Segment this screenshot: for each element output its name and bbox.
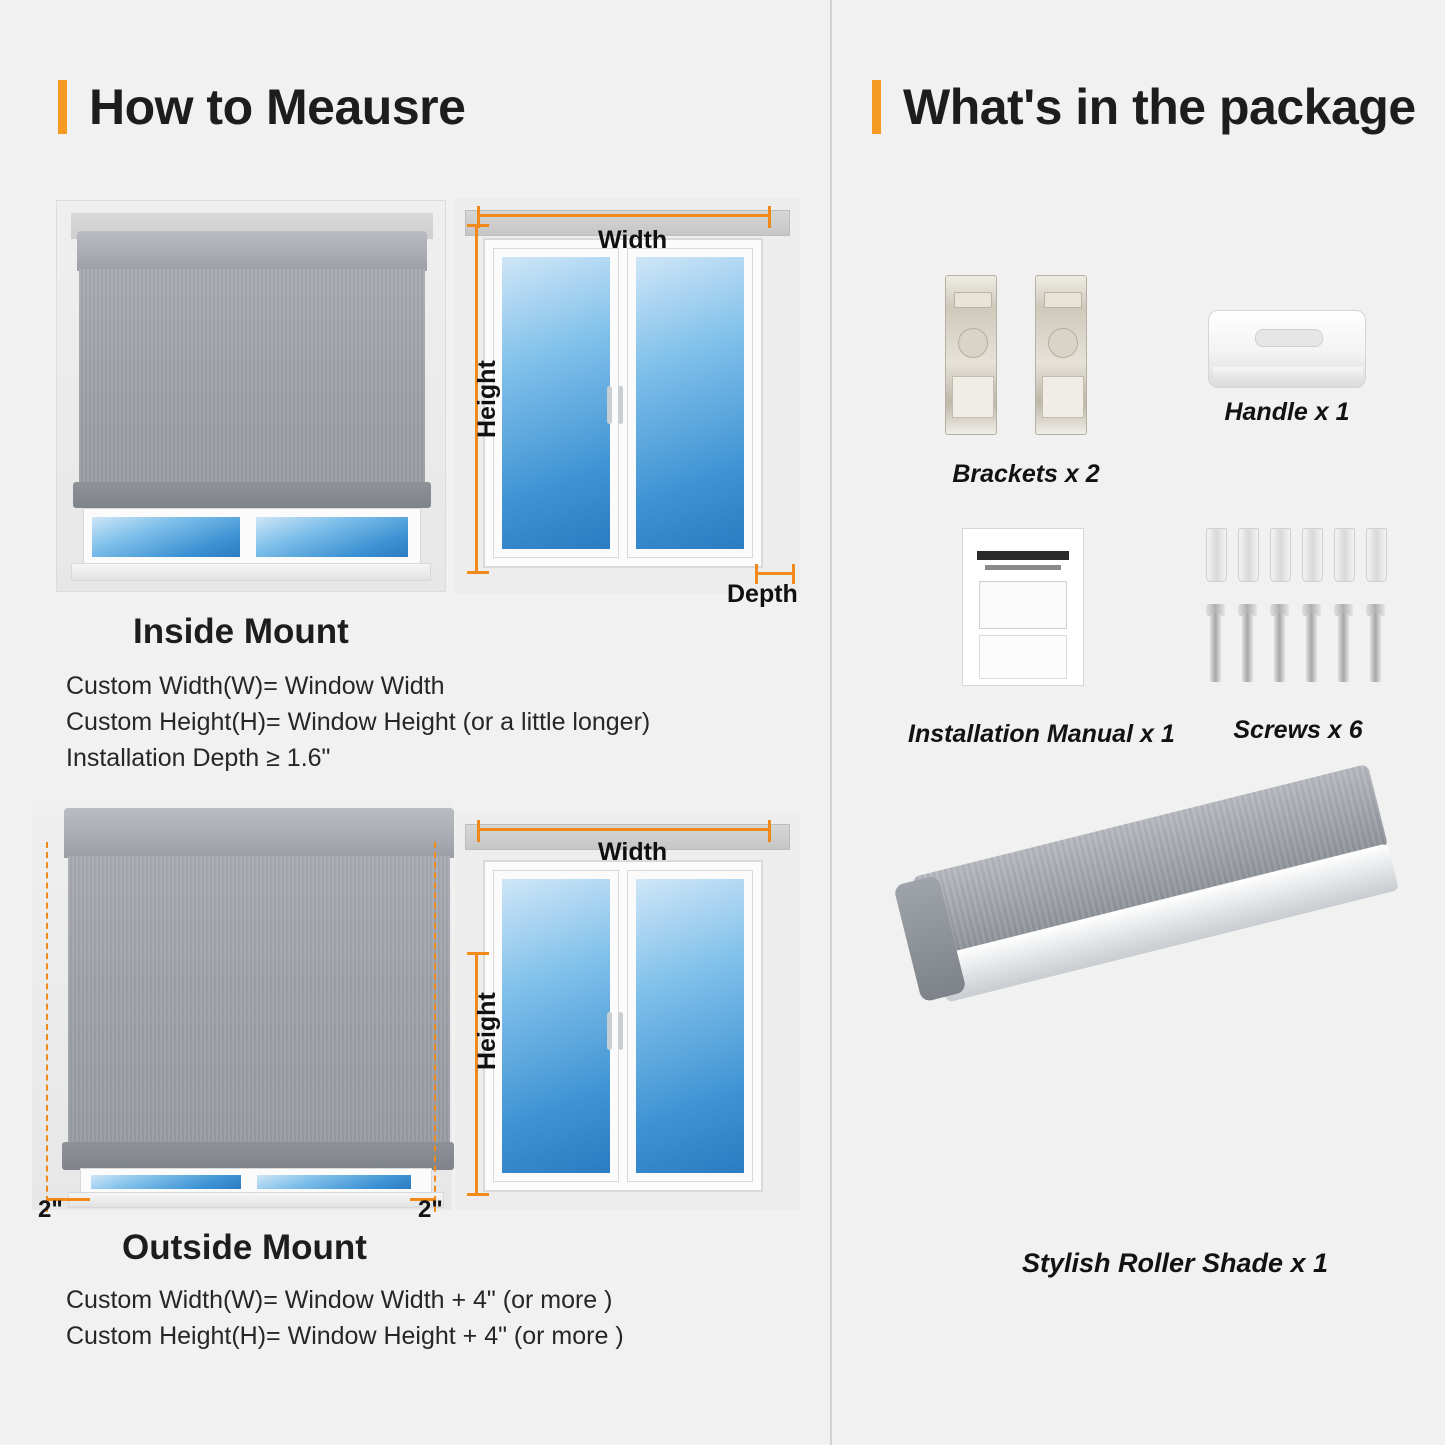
shade-fabric-outside (68, 856, 450, 1144)
diagram-window-frame (483, 238, 763, 568)
handle-label: Handle x 1 (1224, 398, 1350, 426)
glass-strip-left (91, 1175, 241, 1189)
bracket-hole-2 (1048, 328, 1078, 358)
diagram-handle-right (618, 386, 623, 424)
handle-grip-cutout (1255, 329, 1323, 347)
glass-pane-right (256, 517, 408, 557)
diagram-glass-left (502, 257, 610, 549)
height-dim-label: Height (473, 360, 501, 438)
screws-group (1198, 522, 1388, 692)
height-dim-tick-top-outside (467, 952, 489, 955)
diagram-handle-left-outside (607, 1012, 612, 1050)
height-dim-label-outside: Height (473, 992, 501, 1070)
outside-spec-line-1: Custom Width(W)= Window Width + 4" (or more ) (66, 1286, 613, 1314)
installation-manual-item (962, 528, 1084, 686)
screw-4 (1306, 614, 1317, 682)
brackets-label: Brackets x 2 (952, 460, 1100, 488)
right-panel-title-text: What's in the package (903, 79, 1416, 135)
glass-strip-right (257, 1175, 411, 1189)
title-accent-bar-right (872, 80, 881, 134)
shade-headrail (77, 231, 427, 271)
brackets-group (935, 275, 1110, 450)
left-panel-title (58, 78, 465, 136)
manual-title-bar (977, 551, 1069, 560)
inside-spec-line-1: Custom Width(W)= Window Width (66, 672, 445, 700)
diagram-handle-left (607, 386, 612, 424)
depth-dim-line (755, 572, 795, 575)
bracket-slot-1 (954, 292, 992, 308)
overhang-label-right: 2" (418, 1196, 443, 1223)
shade-headrail-outside (64, 808, 454, 858)
screw-6 (1370, 614, 1381, 682)
width-dim-label-outside: Width (598, 838, 668, 866)
wall-anchor-1 (1206, 528, 1227, 582)
inside-mount-measure-diagram (455, 198, 800, 608)
inside-mount-photo (56, 200, 446, 592)
outside-mount-photo (32, 800, 452, 1210)
window-sill-outside (68, 1192, 444, 1208)
width-dim-label: Width (598, 226, 668, 254)
bracket-hole-1 (958, 328, 988, 358)
overhang-dash-left (46, 842, 48, 1212)
handle-item (1208, 310, 1366, 388)
screw-3 (1274, 614, 1285, 682)
diagram-sash-right-outside (627, 870, 753, 1182)
wall-anchor-2 (1238, 528, 1259, 582)
diagram-glass-left-outside (502, 879, 610, 1173)
handle-base (1213, 367, 1363, 383)
outside-mount-name: Outside Mount (122, 1228, 367, 1267)
depth-dim-label: Depth (727, 580, 798, 608)
manual-steps-box (979, 635, 1067, 679)
manual-figure-box (979, 581, 1067, 629)
screw-5 (1338, 614, 1349, 682)
left-panel-title-text: How to Meausre (89, 79, 466, 135)
window-behind-shade (83, 508, 421, 566)
bracket-slot-2 (1044, 292, 1082, 308)
inside-spec-line-2: Custom Height(H)= Window Height (or a little longer) (66, 708, 651, 736)
diagram-window-frame-outside (483, 860, 763, 1192)
outside-mount-measure-diagram (455, 812, 800, 1210)
bracket-2 (1035, 275, 1087, 435)
panel-divider (830, 0, 832, 1445)
width-dim-tick-right (768, 206, 771, 228)
diagram-glass-right-outside (636, 879, 744, 1173)
width-dim-line-outside (477, 828, 771, 831)
wall-anchor-6 (1366, 528, 1387, 582)
height-dim-tick-top (467, 224, 489, 227)
glass-pane-left (92, 517, 240, 557)
window-sill (71, 563, 431, 581)
width-dim-line (477, 214, 771, 217)
outside-spec-line-2: Custom Height(H)= Window Height + 4" (or more ) (66, 1322, 624, 1350)
screw-1 (1210, 614, 1221, 682)
overhang-label-left: 2" (38, 1196, 63, 1223)
height-dim-line-outside (475, 952, 478, 1196)
wall-anchor-5 (1334, 528, 1355, 582)
width-dim-tick-right-outside (768, 820, 771, 842)
screws-label: Screws x 6 (1233, 716, 1363, 744)
inside-spec-line-3: Installation Depth ≥ 1.6" (66, 744, 331, 772)
roller-shade-label: Stylish Roller Shade x 1 (1021, 1248, 1329, 1278)
manual-label: Installation Manual x 1 (908, 720, 1175, 748)
diagram-glass-right (636, 257, 744, 549)
inside-mount-name: Inside Mount (133, 612, 349, 651)
wall-anchor-3 (1270, 528, 1291, 582)
height-dim-tick-bottom (467, 571, 489, 574)
wall-anchor-4 (1302, 528, 1323, 582)
diagram-sash-right (627, 248, 753, 558)
shade-bottom-rail-outside (62, 1142, 454, 1170)
right-panel-title (872, 78, 1416, 136)
overhang-dash-right (434, 842, 436, 1212)
shade-fabric (79, 269, 425, 484)
bracket-1 (945, 275, 997, 435)
title-accent-bar (58, 80, 67, 134)
width-dim-tick-left-outside (477, 820, 480, 842)
bracket-base-2 (1042, 376, 1084, 418)
roller-shade-item (880, 754, 1445, 1195)
diagram-sash-left-outside (493, 870, 619, 1182)
shade-bottom-rail (73, 482, 431, 508)
manual-subtitle-bar (985, 565, 1061, 570)
screw-2 (1242, 614, 1253, 682)
bracket-base-1 (952, 376, 994, 418)
height-dim-tick-bottom-outside (467, 1193, 489, 1196)
diagram-handle-right-outside (618, 1012, 623, 1050)
diagram-sash-left (493, 248, 619, 558)
